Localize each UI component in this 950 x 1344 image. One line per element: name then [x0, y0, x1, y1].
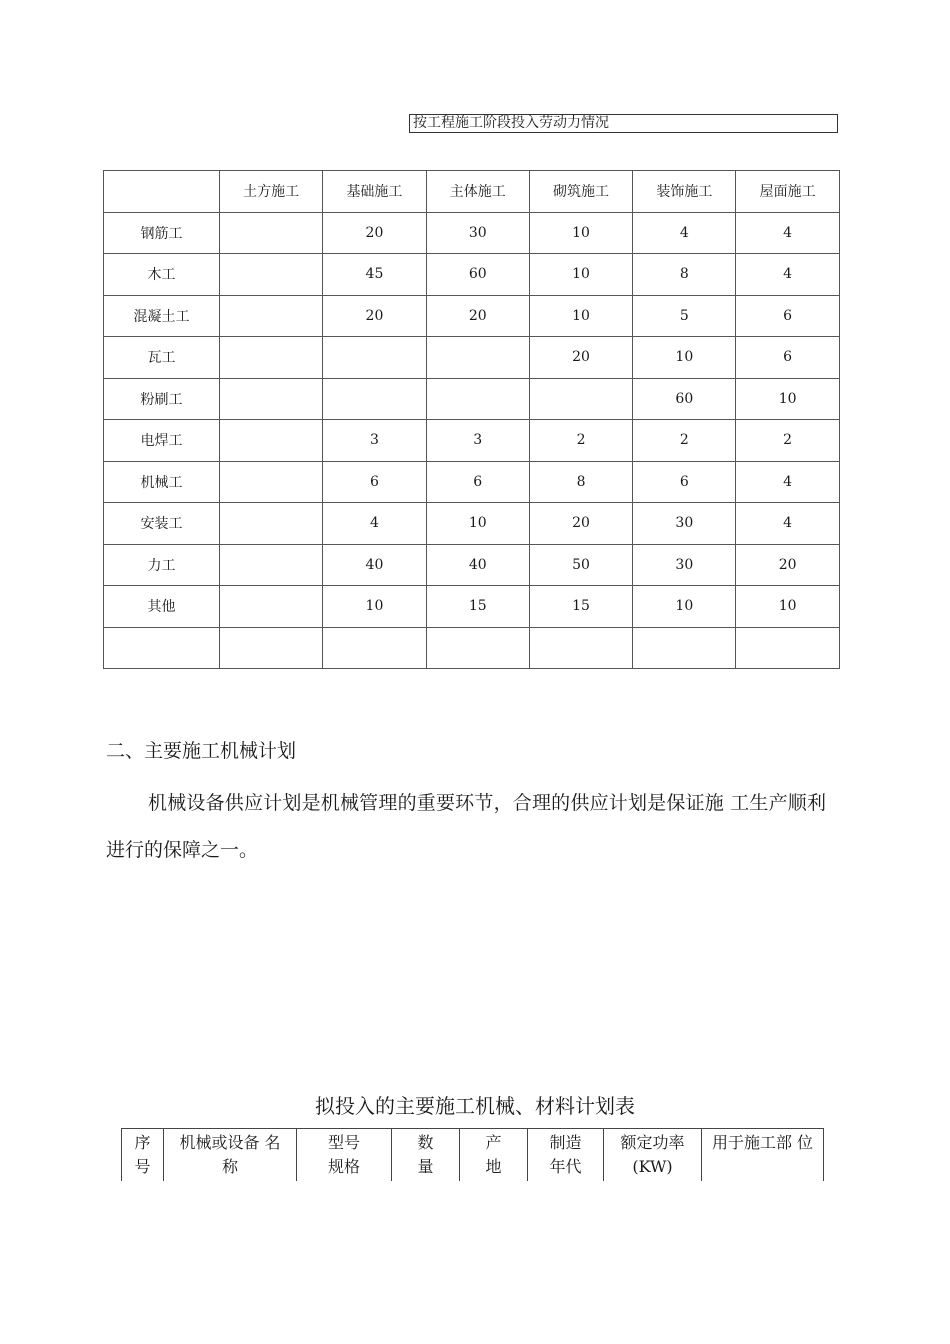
- labor-header-cell: 主体施工: [426, 171, 529, 213]
- plan-header-line1: 数: [417, 1133, 434, 1152]
- labor-count-cell: 10: [633, 586, 736, 628]
- labor-count-cell: 30: [633, 544, 736, 586]
- labor-count-cell: 10: [736, 378, 839, 420]
- labor-count-cell: 10: [736, 586, 839, 628]
- labor-count-cell: [220, 544, 323, 586]
- labor-count-cell: [529, 627, 632, 669]
- labor-count-cell: 6: [633, 461, 736, 503]
- table-row: [104, 420, 840, 462]
- labor-count-cell: 20: [529, 503, 632, 545]
- worker-type-cell: 瓦工: [104, 337, 220, 379]
- labor-count-cell: 10: [426, 503, 529, 545]
- plan-header-line1: 用于施工部 位: [711, 1133, 814, 1152]
- labor-count-cell: [220, 461, 323, 503]
- plan-header-cell: [392, 1129, 460, 1181]
- worker-type-cell: [104, 627, 220, 669]
- table-row: [104, 254, 840, 296]
- labor-count-cell: 6: [323, 461, 426, 503]
- worker-type-cell: 机械工: [104, 461, 220, 503]
- labor-count-cell: [323, 627, 426, 669]
- labor-count-cell: 2: [736, 420, 839, 462]
- plan-header-line1: 产: [485, 1133, 502, 1152]
- labor-count-cell: [529, 378, 632, 420]
- table-row: [104, 627, 840, 669]
- labor-header-cell: 装饰施工: [633, 171, 736, 213]
- labor-count-cell: 15: [426, 586, 529, 628]
- labor-count-cell: 4: [736, 254, 839, 296]
- labor-count-cell: 6: [736, 295, 839, 337]
- table-row: [104, 461, 840, 503]
- worker-type-cell: 力工: [104, 544, 220, 586]
- labor-count-cell: 10: [529, 295, 632, 337]
- table-row: [104, 544, 840, 586]
- plan-header-line2: 号: [134, 1157, 151, 1176]
- labor-count-cell: [220, 586, 323, 628]
- plan-header-cell: [460, 1129, 528, 1181]
- labor-count-cell: 5: [633, 295, 736, 337]
- labor-count-cell: 4: [736, 503, 839, 545]
- plan-header-line1: 额定功率: [620, 1133, 685, 1152]
- labor-header-cell: 基础施工: [323, 171, 426, 213]
- labor-count-cell: [220, 212, 323, 254]
- labor-count-cell: 40: [323, 544, 426, 586]
- labor-count-cell: 40: [426, 544, 529, 586]
- labor-count-cell: 4: [736, 461, 839, 503]
- labor-count-cell: 30: [633, 503, 736, 545]
- labor-count-cell: 4: [736, 212, 839, 254]
- plan-table-title: 拟投入的主要施工机械、材料计划表: [315, 1094, 635, 1118]
- labor-count-cell: 15: [529, 586, 632, 628]
- labor-count-cell: [220, 337, 323, 379]
- section-paragraph: 机械设备供应计划是机械管理的重要环节，合理的供应计划是保证施 工生产顺利进行的保障之一。: [106, 792, 826, 861]
- labor-count-cell: [220, 420, 323, 462]
- plan-header-line1: 机械或设备 名: [179, 1133, 281, 1152]
- labor-count-cell: 20: [323, 212, 426, 254]
- labor-count-cell: 60: [426, 254, 529, 296]
- plan-header-cell: [604, 1129, 702, 1181]
- worker-type-cell: 钢筋工: [104, 212, 220, 254]
- labor-table-caption: 按工程施工阶段投入劳动力情况: [409, 114, 838, 133]
- labor-count-cell: [426, 627, 529, 669]
- labor-count-cell: 2: [633, 420, 736, 462]
- labor-count-cell: [220, 254, 323, 296]
- labor-count-cell: 10: [633, 337, 736, 379]
- labor-count-cell: 20: [736, 544, 839, 586]
- plan-table: [121, 1128, 824, 1181]
- labor-count-cell: 6: [736, 337, 839, 379]
- plan-table-header-row: [122, 1129, 824, 1181]
- labor-count-cell: 20: [426, 295, 529, 337]
- plan-header-cell: [702, 1129, 824, 1181]
- labor-count-cell: [323, 337, 426, 379]
- table-row: [104, 586, 840, 628]
- table-row: [104, 337, 840, 379]
- labor-count-cell: [220, 627, 323, 669]
- labor-count-cell: [736, 627, 839, 669]
- labor-count-cell: 60: [633, 378, 736, 420]
- labor-count-cell: 10: [323, 586, 426, 628]
- plan-header-line1: 型号: [327, 1133, 360, 1152]
- worker-type-cell: 其他: [104, 586, 220, 628]
- labor-count-cell: 45: [323, 254, 426, 296]
- section-title: 二、主要施工机械计划: [106, 740, 297, 762]
- worker-type-cell: 电焊工: [104, 420, 220, 462]
- labor-header-cell: 砌筑施工: [529, 171, 632, 213]
- labor-count-cell: 8: [633, 254, 736, 296]
- plan-header-line1: 序: [134, 1133, 151, 1152]
- worker-type-cell: 粉刷工: [104, 378, 220, 420]
- labor-header-cell: 屋面施工: [736, 171, 839, 213]
- labor-count-cell: [426, 337, 529, 379]
- table-row: [104, 378, 840, 420]
- labor-count-cell: [220, 378, 323, 420]
- table-row: [104, 295, 840, 337]
- table-row: [104, 503, 840, 545]
- labor-count-cell: 10: [529, 254, 632, 296]
- labor-count-cell: 4: [323, 503, 426, 545]
- labor-count-cell: [220, 295, 323, 337]
- labor-table-header-row: [104, 171, 840, 213]
- plan-header-cell: [297, 1129, 392, 1181]
- plan-header-cell: [122, 1129, 164, 1181]
- plan-header-cell: [164, 1129, 297, 1181]
- plan-header-line2: (KW): [632, 1157, 673, 1176]
- labor-table: [103, 170, 840, 669]
- table-row: [104, 212, 840, 254]
- worker-type-cell: 木工: [104, 254, 220, 296]
- labor-count-cell: 20: [529, 337, 632, 379]
- labor-count-cell: 2: [529, 420, 632, 462]
- labor-count-cell: 3: [323, 420, 426, 462]
- labor-header-cell: 土方施工: [220, 171, 323, 213]
- labor-count-cell: [426, 378, 529, 420]
- worker-type-cell: 混凝土工: [104, 295, 220, 337]
- worker-type-cell: 安装工: [104, 503, 220, 545]
- plan-header-cell: [528, 1129, 604, 1181]
- plan-header-line2: 地: [485, 1157, 502, 1176]
- labor-count-cell: 20: [323, 295, 426, 337]
- plan-header-line1: 制造: [549, 1133, 582, 1152]
- labor-count-cell: 50: [529, 544, 632, 586]
- labor-count-cell: [633, 627, 736, 669]
- labor-count-cell: 4: [633, 212, 736, 254]
- labor-count-cell: 8: [529, 461, 632, 503]
- labor-count-cell: [220, 503, 323, 545]
- labor-count-cell: 3: [426, 420, 529, 462]
- plan-header-line2: 量: [417, 1157, 434, 1176]
- labor-count-cell: [323, 378, 426, 420]
- labor-header-cell: [104, 171, 220, 213]
- plan-header-line2: 规格: [327, 1157, 360, 1176]
- plan-header-line2: 年代: [549, 1157, 582, 1176]
- plan-header-line2: 称: [221, 1157, 238, 1176]
- labor-count-cell: 30: [426, 212, 529, 254]
- labor-count-cell: 6: [426, 461, 529, 503]
- labor-count-cell: 10: [529, 212, 632, 254]
